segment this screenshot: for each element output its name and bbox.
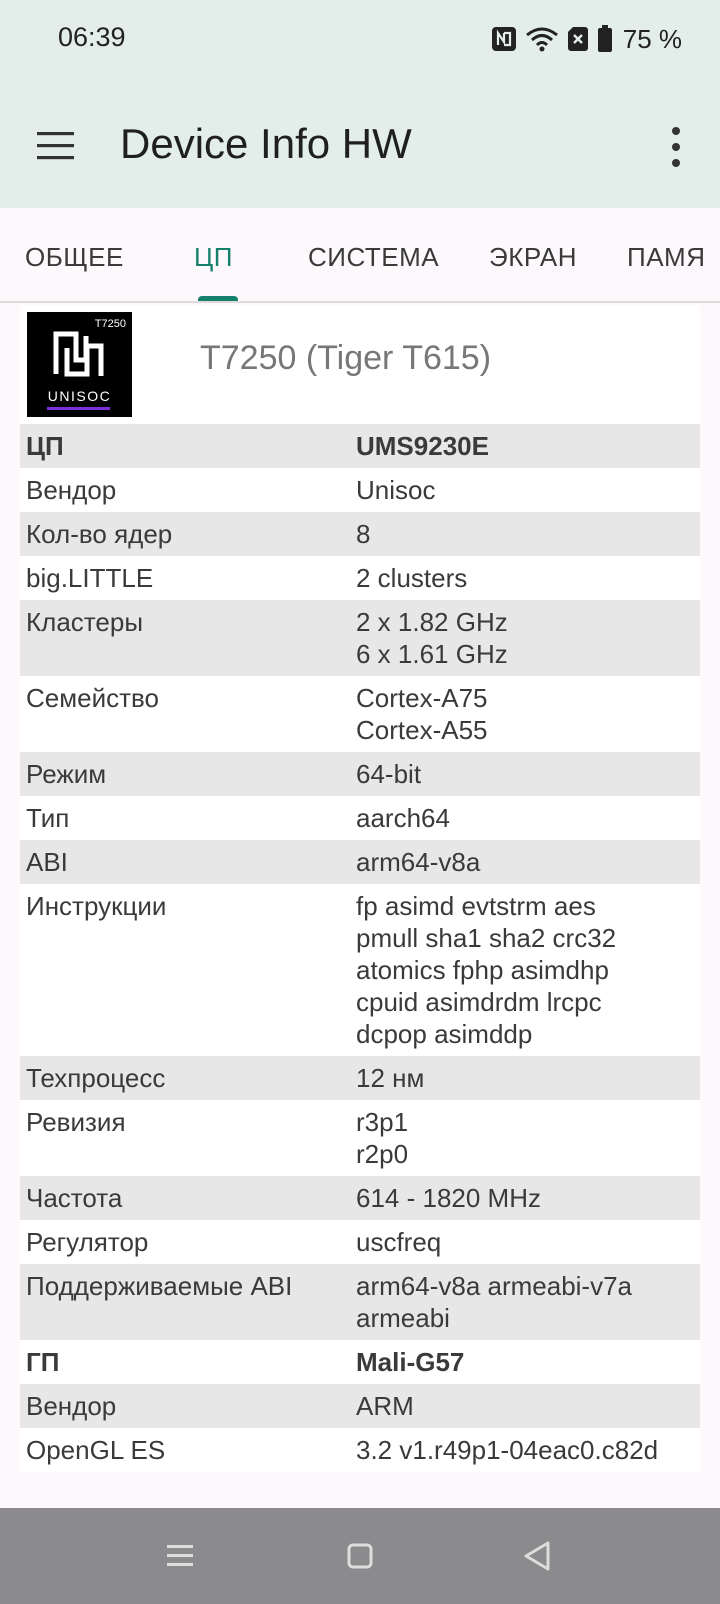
cpu-header [20, 305, 700, 424]
unisoc-logo [27, 312, 132, 417]
wifi-icon [525, 26, 559, 52]
back-icon[interactable] [518, 1536, 558, 1576]
no-sim-icon [567, 26, 589, 52]
nfc-icon [491, 26, 517, 52]
table-row: OpenGL ES 3.2 v1.r49p1-04eac0.c82d [20, 1428, 700, 1472]
battery-percent: 75 % [622, 23, 682, 54]
app-bar [0, 84, 720, 208]
table-row: Инструкции fp asimd evtstrm aes pmull sha1 sha2 crc32 atomics fphp asimdhp cpuid asimdrdm lrcpc dcpop asimddp [20, 884, 700, 1056]
battery-icon [597, 25, 613, 53]
tab-general[interactable]: ОБЩЕЕ [25, 242, 124, 272]
app-title: Device Info HW [120, 120, 412, 167]
unisoc-mark-icon [53, 328, 105, 382]
table-row: ЦП UMS9230E [20, 424, 700, 468]
table-row: Режим 64-bit [20, 752, 700, 796]
cpu-info-content[interactable] [0, 305, 720, 1508]
more-options-icon[interactable] [666, 124, 686, 170]
table-row: Техпроцесс 12 нм [20, 1056, 700, 1100]
cpu-info-table [20, 424, 700, 1472]
table-row: Кластеры 2 x 1.82 GHz 6 x 1.61 GHz [20, 600, 700, 676]
recent-apps-icon[interactable] [160, 1536, 200, 1576]
table-row: big.LITTLE 2 clusters [20, 556, 700, 600]
tab-system[interactable]: СИСТЕМА [308, 242, 440, 272]
home-icon[interactable] [340, 1536, 380, 1576]
logo-model: T7250 [94, 318, 126, 330]
table-row: ABI arm64-v8a [20, 840, 700, 884]
table-row: Ревизия r3p1 r2p0 [20, 1100, 700, 1176]
active-tab-indicator [198, 296, 238, 303]
logo-underline [47, 407, 110, 410]
tab-bar [0, 208, 720, 303]
logo-brand: UNISOC [47, 388, 112, 404]
tab-cpu[interactable]: ЦП [194, 242, 233, 272]
table-row: Кол-во ядер 8 [20, 512, 700, 556]
status-time: 06:39 [58, 22, 126, 52]
tab-memory[interactable]: ПАМЯ [627, 242, 706, 272]
menu-icon[interactable] [36, 126, 76, 166]
table-row: Регулятор uscfreq [20, 1220, 700, 1264]
table-row: Вендор Unisoc [20, 468, 700, 512]
tab-display[interactable]: ЭКРАН [489, 242, 578, 272]
table-row: ГП Mali-G57 [20, 1340, 700, 1384]
status-icons [491, 22, 682, 56]
table-row: Семейство Cortex-A75 Cortex-A55 [20, 676, 700, 752]
table-row: Частота 614 - 1820 MHz [20, 1176, 700, 1220]
table-row: Вендор ARM [20, 1384, 700, 1428]
table-row: Поддерживаемые ABI arm64-v8a armeabi-v7a armeabi [20, 1264, 700, 1340]
system-nav-bar [0, 1508, 720, 1604]
table-row: Тип aarch64 [20, 796, 700, 840]
status-bar [0, 0, 720, 84]
cpu-model-name: T7250 (Tiger T615) [200, 339, 492, 377]
